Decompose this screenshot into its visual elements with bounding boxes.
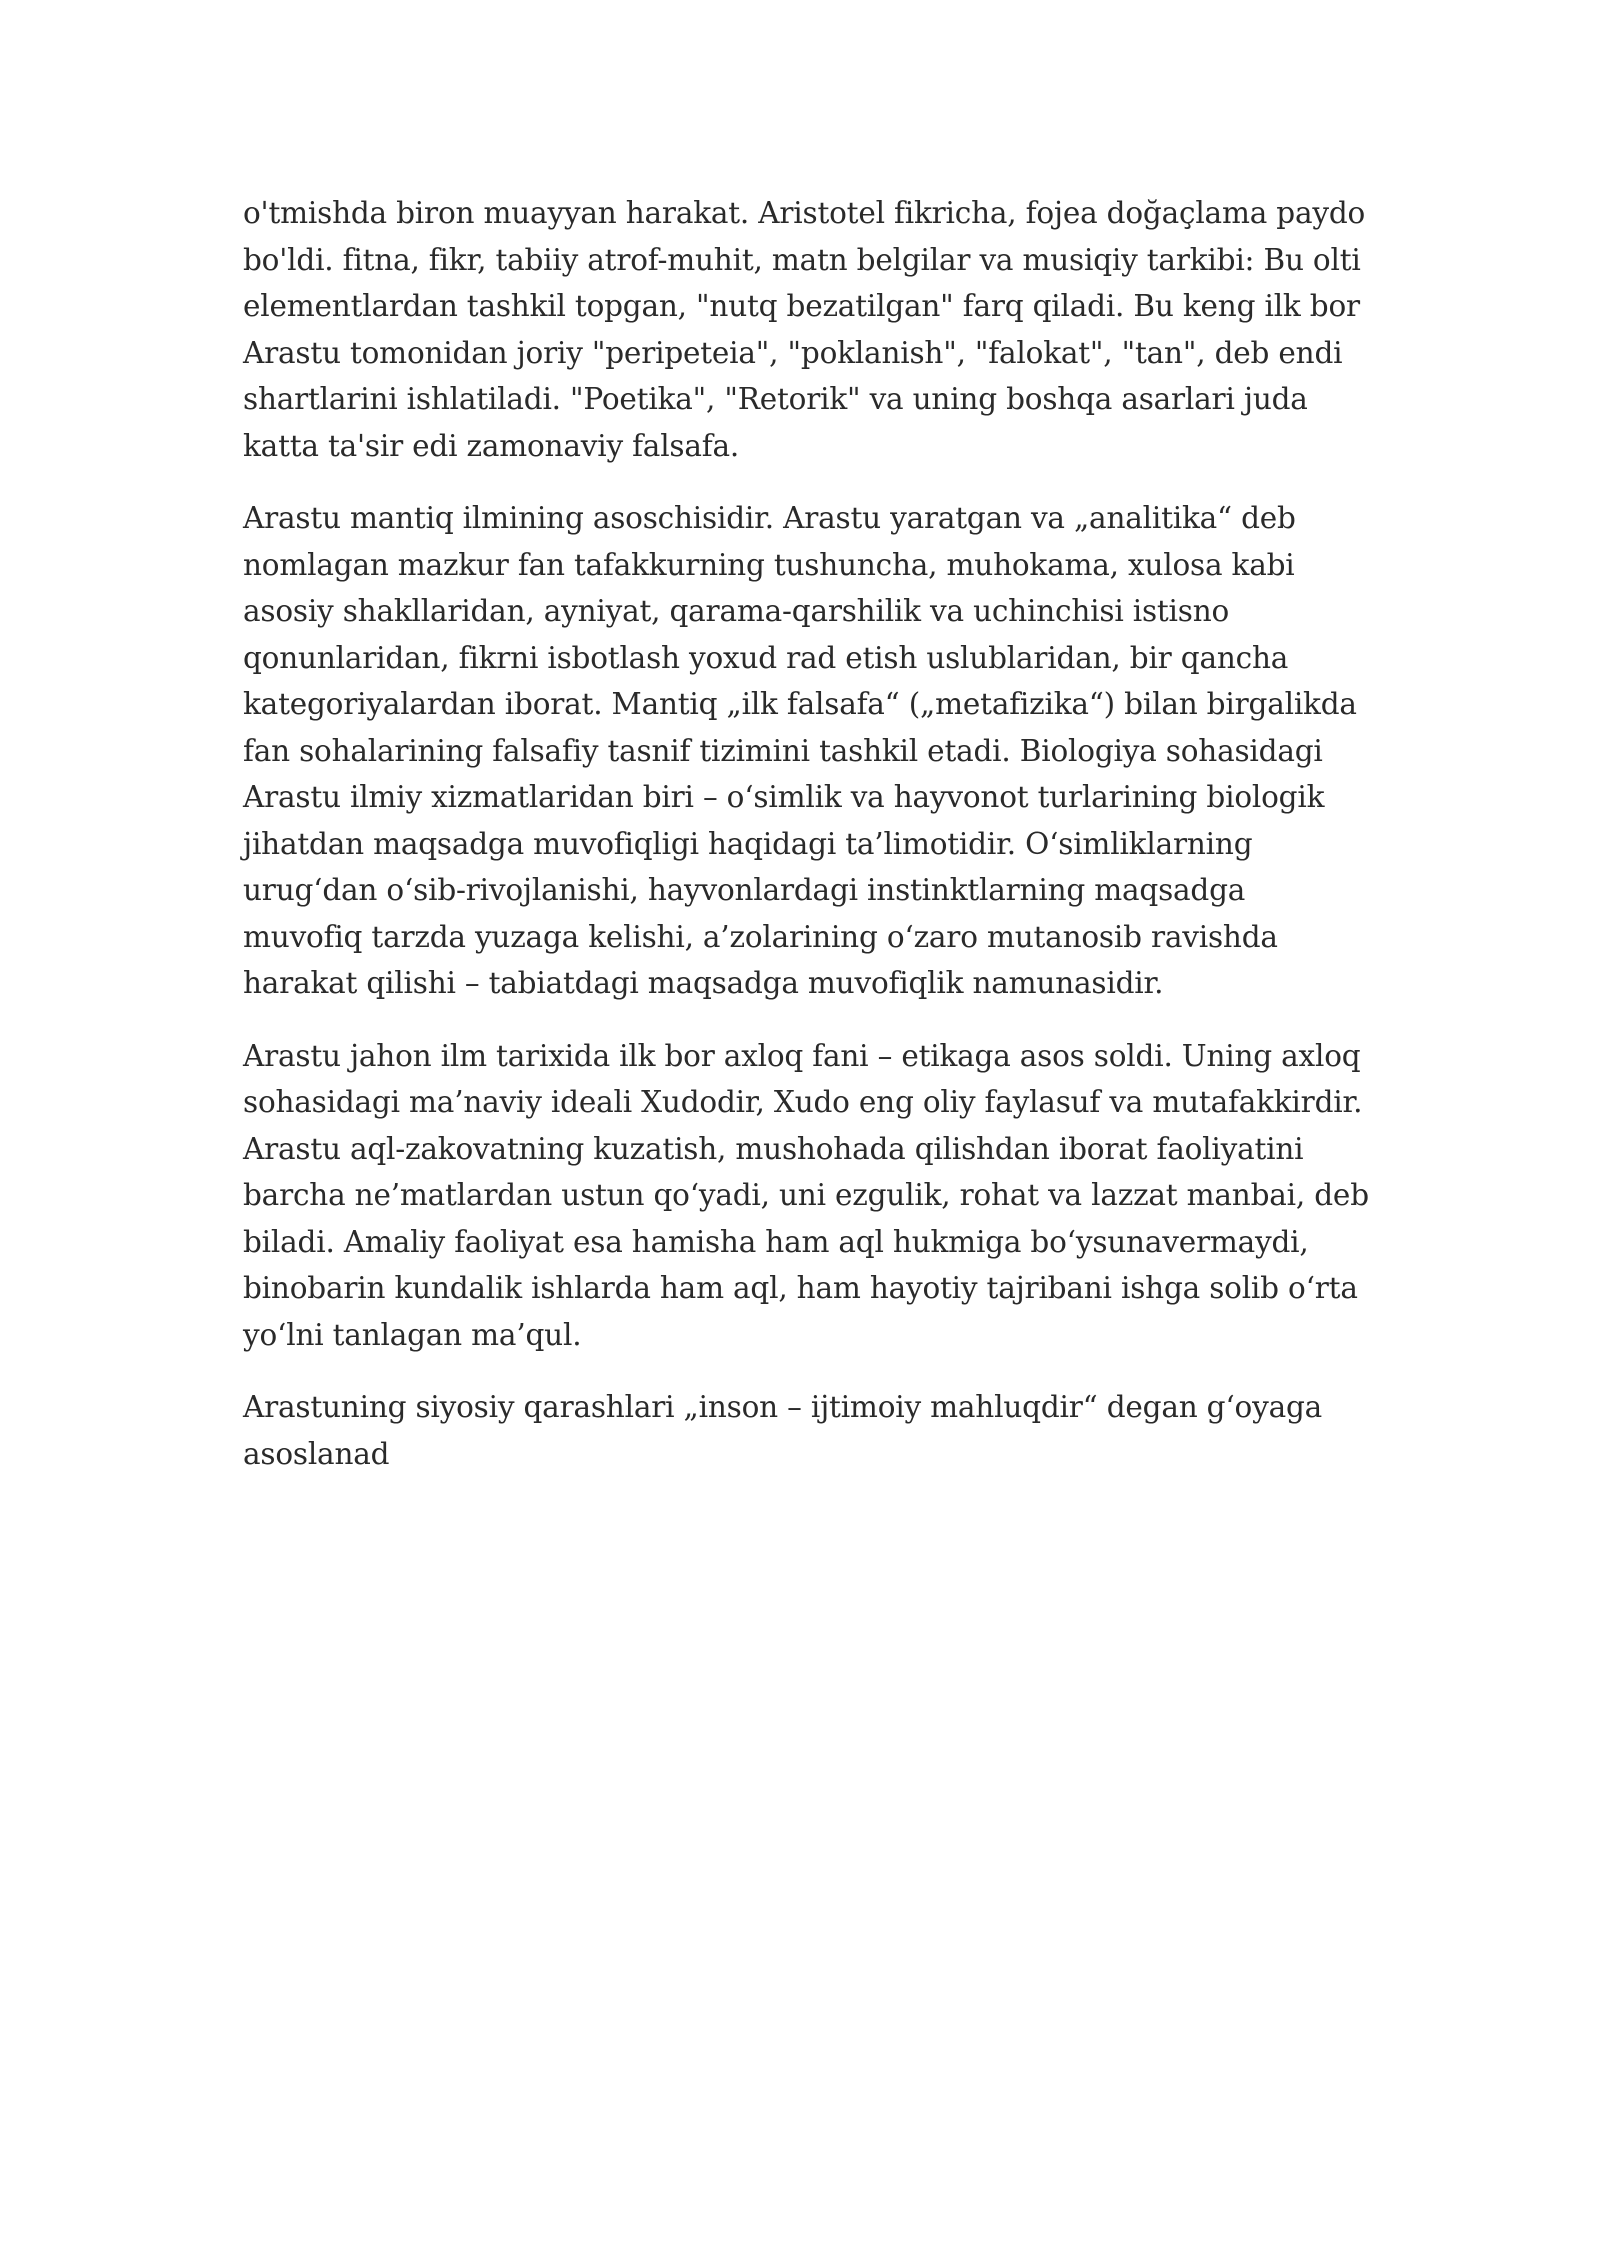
paragraph-politics: Arastuning siyosiy qarashlari „inson – ijtimoiy mahluqdir“ degan g‘oyaga asoslanad [243,1390,1323,1471]
paragraph-ethics: Arastu jahon ilm tarixida ilk bor axloq fani – etikaga asos soldi. Uning axloq sohasidagi ma’naviy ideali Xudodir, Xudo eng oliy faylasuf va mutafakkirdir. Arastu aql-zakovatning kuzatish, mushohada qilishdan iborat faoliyatini barcha ne’matlardan ustun qo‘yadi, uni ezgulik, rohat va lazzat manbai, deb biladi. Amaliy faoliyat esa hamisha ham aql hukmiga bo‘ysunavermaydi, binobarin kundalik ishlarda ham aql, ham hayotiy tajribani ishga solib o‘rta yo‘lni tanlagan ma’qul. [243,1038,1369,1352]
paragraph-logic: Arastu mantiq ilmining asoschisidir. Arastu yaratgan va „analitika“ deb nomlagan mazkur fan tafakkurning tushuncha, muhokama, xulosa kabi asosiy shakllaridan, ayniyat, qarama-qarshilik va uchinchisi istisno qonunlaridan, fikrni isbotlash yoxud rad etish uslublaridan, bir qancha kategoriyalardan iborat. Mantiq „ilk falsafa“ („metafizika“) bilan birgalikda fan sohalarining falsafiy tasnif tizimini tashkil etadi. Biologiya sohasidagi Arastu ilmiy xizmatlaridan biri – o‘simlik va hayvonot turlarining biologik jihatdan maqsadga muvofiqligi haqidagi ta’limotidir. O‘simliklarning urug‘dan o‘sib-rivojlanishi, hayvonlardagi instinktlarning maqsadga muvofiq tarzda yuzaga kelishi, a’zolarining o‘zaro mutanosib ravishda harakat qilishi – tabiatdagi maqsadga muvofiqlik namunasidir. [243,501,1357,1000]
document-body [243,190,1373,1503]
paragraph-tragedy: o'tmishda biron muayyan harakat. Aristotel fikricha, fojea doğaçlama paydo bo'ldi. fitna, fikr, tabiiy atrof-muhit, matn belgilar va musiqiy tarkibi: Bu olti elementlardan tashkil topgan, "nutq bezatilgan" farq qiladi. Bu keng ilk bor Arastu tomonidan joriy "peripeteia", "poklanish", "falokat", "tan", deb endi shartlarini ishlatiladi. "Poetika", "Retorik" va uning boshqa asarlari juda katta ta'sir edi zamonaviy falsafa. [243,196,1366,463]
